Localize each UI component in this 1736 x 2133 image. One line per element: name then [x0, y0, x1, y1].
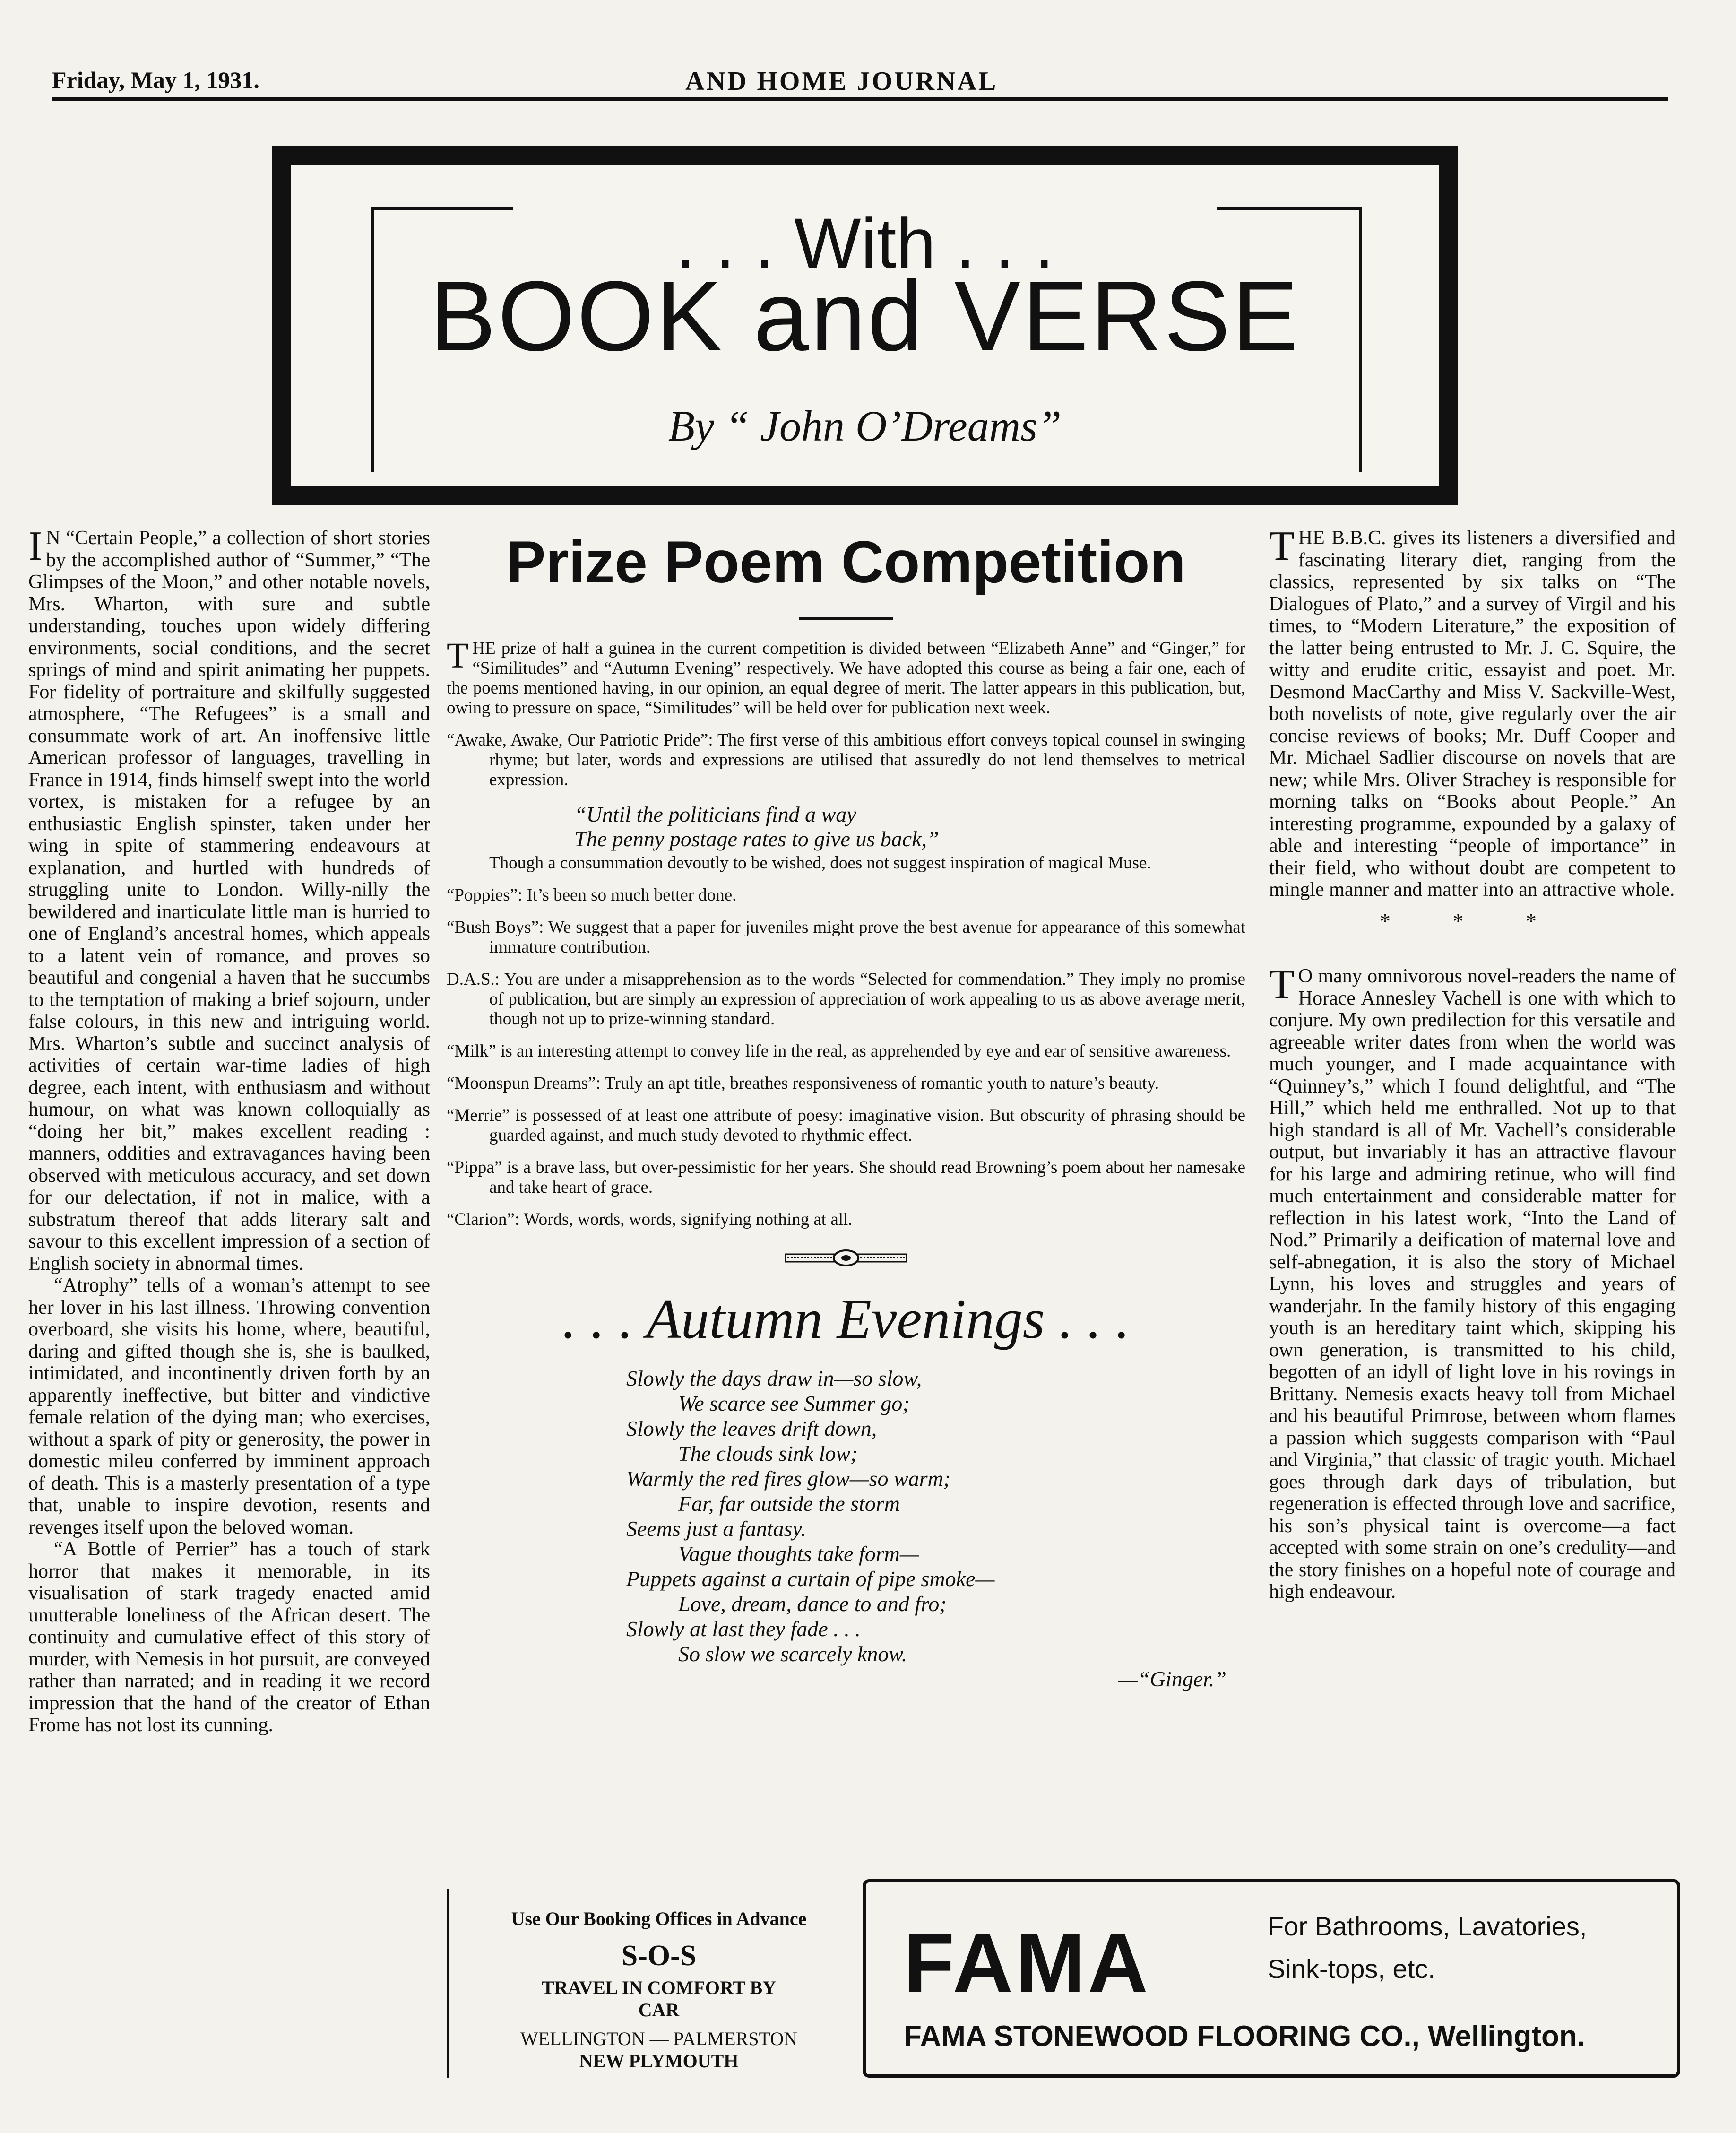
ornament-divider [785, 1249, 907, 1267]
competition-text [447, 636, 1245, 1230]
poem-author: —“Ginger.” [1118, 1667, 1226, 1691]
middle-column [447, 527, 1245, 1691]
right-paragraph-1 [1269, 523, 1676, 901]
poem-line: Slowly the leaves drift down, [626, 1416, 877, 1440]
poem-line: Puppets against a curtain of pipe smoke— [626, 1567, 995, 1591]
title-rule [799, 617, 893, 620]
header-rule [52, 97, 1668, 101]
entry-bush-boys: “Bush Boys”: We suggest that a paper for juveniles might prove the best avenue for appearance of this somewhat immature contribution. [447, 918, 1245, 957]
sos-car: CAR [638, 1999, 680, 2020]
quote-line: The penny postage rates to give us back,” [574, 827, 939, 851]
poem-line: Warmly the red fires glow—so warm; [626, 1466, 951, 1491]
entry-poppies: “Poppies”: It’s been so much better done. [447, 885, 737, 905]
sos-advertisement [447, 1889, 869, 2078]
right-paragraph-2 [1269, 962, 1676, 1603]
journal-title: AND HOME JOURNAL [685, 67, 998, 96]
title-banner [272, 146, 1458, 505]
banner-with: . . . With . . . [675, 203, 1054, 283]
entry-awake-continued: Though a consummation devoutly to be wished, does not suggest inspiration of magical Muse. [489, 853, 1151, 873]
entry-pippa: “Pippa” is a brave lass, but over-pessimistic for her years. She should read Browning’s poem about her namesake and take heart of grace. [447, 1158, 1245, 1197]
left-paragraph-3: “A Bottle of Perrier” has a touch of stark horror that makes it memorable, in its visualisation of stark tragedy enacted amid unutterable loneliness of the African desert. The continuity and cumulative effect of this story of murder, with Nemesis in hot pursuit, are conveyed rather than narrated; and in reading it we record impression that the hand of the creator of Ethan Frome has not lost its cunning. [28, 1538, 430, 1736]
sos-name: S-O-S [621, 1940, 697, 1972]
competition-intro [447, 636, 1245, 718]
right-paragraph-1-text: HE B.B.C. gives its listeners a diversified and fascinating literary diet, ranging from the classics, represented by six talks on “The Dialogues of Plato,” and a survey of Virgil and his times, to “Modern Literature,” the exposition of the latter being entrusted to Mr. J. C. Squire, the witty and erudite critic, essayist and poet. Mr. Desmond MacCarthy and Miss V. Sackville-West, both novelists of note, give regularly over the air concise reviews of books; Mr. Duff Cooper and Mr. Michael Sadlier discourse on novels that are new; while Mrs. Oliver Strachey is responsible for morning talks on “Books about People.” An interesting programme, expounded by a galaxy of able and interesting “people of importance” in their field, who without doubt are competent to mingle manner and matter into an attractive whole. [1269, 527, 1676, 901]
poem-title: . . . Autumn Evenings . . . [562, 1287, 1130, 1350]
sos-travel: TRAVEL IN COMFORT BY [541, 1977, 777, 1998]
title-banner-panel [291, 165, 1439, 486]
dropcap: T [447, 636, 469, 676]
section-stars: * * * [1380, 909, 1565, 933]
poem-line: Seems just a fantasy. [626, 1517, 806, 1541]
sos-tagline: Use Our Booking Offices in Advance [511, 1908, 807, 1929]
entry-clarion: “Clarion”: Words, words, words, signifying nothing at all. [447, 1210, 853, 1229]
entry-moonspun: “Moonspun Dreams”: Truly an apt title, breathes responsiveness of romantic youth to nature’s beauty. [447, 1074, 1159, 1093]
sos-route-2: NEW PLYMOUTH [579, 2050, 739, 2072]
entry-milk: “Milk” is an interesting attempt to convey life in the real, as apprehended by eye and ear of sensitive awareness. [447, 1041, 1231, 1061]
entry-das: D.A.S.: You are under a misapprehension as to the words “Selected for commendation.” They imply no promise of publication, but are simply an expression of appreciation of work appealing to us as above average merit, though not up to prize-winning standard. [447, 970, 1245, 1029]
poem-line: The clouds sink low; [678, 1441, 858, 1465]
fama-tagline-2: Sink-tops, etc. [1268, 1954, 1435, 1984]
left-column [28, 523, 430, 1736]
competition-title: Prize Poem Competition [506, 529, 1186, 595]
fama-advertisement [863, 1879, 1680, 2078]
issue-date: Friday, May 1, 1931. [52, 67, 259, 93]
poem-line: So slow we scarcely know. [678, 1642, 907, 1666]
entry-merrie: “Merrie” is possessed of at least one attribute of poesy: imaginative vision. But obscurity of phrasing should be guarded against, and much study devoted to rhythmic effect. [447, 1106, 1245, 1145]
poem-line: Far, far outside the storm [678, 1491, 900, 1516]
competition-intro-text: HE prize of half a guinea in the current competition is divided between “Elizabeth Anne” and “Ginger,” for “Similitudes” and “Autumn Evening” respectively. We have adopted this course as being a fair one, each of the poems mentioned having, in our opinion, an equal degree of merit. The latter appears in this publication, but, owing to pressure on space, “Similitudes” will be held over for publication next week. [447, 639, 1245, 718]
poem-line: We scarce see Summer go; [678, 1391, 910, 1415]
banner-byline: By “ John O’Dreams” [668, 402, 1062, 450]
left-paragraph-2: “Atrophy” tells of a woman’s attempt to see her lover in his last illness. Throwing convention overboard, she visits his home, where, beautiful, daring and gifted though she is, she is baulked, intimidated, and incontinently driven forth by an apparently ineffective, but bitter and vindictive female relation of the dying man; who exercises, without a spark of pity or generosity, the power in domestic mileu conferred by imminent approach of death. This is a masterly presentation of a type that, unable to inspire devotion, resents and revenges itself upon the beloved woman. [28, 1275, 430, 1538]
fama-logo: FAMA [904, 1917, 1151, 2010]
banner-title: BOOK and VERSE [430, 260, 1300, 372]
fama-company: FAMA STONEWOOD FLOORING CO., Wellington. [904, 2020, 1586, 2053]
sos-route: WELLINGTON — PALMERSTON [520, 2028, 797, 2049]
right-paragraph-2-text: O many omnivorous novel-readers the name of Horace Annesley Vachell is one with which to conjure. My own predilection for this versatile and agreeable writer dates from when the world was much younger, and I made acquaintance with “Quinney’s,” which I found delightful, and “The Hill,” which held me enthralled. Not up to that high standard is all of Mr. Vachell’s considerable output, but invariably it has an attractive flavour for his large and admiring retinue, who will find much entertainment and considerable matter for reflection in his latest work, “Into the Land of Nod.” Primarily a deification of maternal love and self-abnegation, it is also the story of Michael Lynn, his loves and struggles and years of wanderjahr. In the family history of this engaging youth is an hereditary taint which, skipping his own generation, is transmitted to his child, begotten of an idyll of light love in his rovings in Brittany. Nemesis exacts heavy toll from Michael and his beautiful Primrose, between whom flames a passion which suggests comparison with “Paul and Virginia,” that classic of tragic youth. Michael goes through dark days of tribulation, but regeneration is effected through love and sacrifice, his son’s physical taint is overcome—a fact accepted with some strain on one’s credulity—and the story finishes on a hopeful note of courage and high endeavour. [1269, 965, 1676, 1603]
fama-tagline-1: For Bathrooms, Lavatories, [1268, 1911, 1587, 1941]
dropcap: I [28, 523, 43, 569]
page-header [52, 52, 1668, 104]
poem-line: Vague thoughts take form— [678, 1542, 919, 1566]
poem-body [447, 1366, 1245, 1666]
entry-awake: “Awake, Awake, Our Patriotic Pride”: The first verse of this ambitious effort conveys topical counsel in swinging rhyme; but later, words and expressions are utilised that assuredly do not lend themselves to metrical expression. [447, 730, 1245, 789]
poem-line: Slowly the days draw in—so slow, [626, 1366, 922, 1390]
entry-awake-quote [447, 802, 1245, 851]
poem-line: Love, dream, dance to and fro; [678, 1592, 947, 1616]
right-column [1269, 523, 1676, 1603]
left-paragraph-1 [28, 523, 430, 1275]
left-paragraph-1-text: N “Certain People,” a collection of short stories by the accomplished author of “Summer,” “The Glimpses of the Moon,” and other notable novels, Mrs. Wharton, with sure and subtle understanding, touches upon widely differing environments, social conditions, and the secret springs of mind and spirit animating her puppets. For fidelity of portraiture and skilfully suggested atmosphere, “The Refugees” is a small and consummate work of art. An inoffensive little American professor of languages, travelling in France in 1914, finds himself swept into the world vortex, is mistaken for a refugee by an enthusiastic English spinster, taken under her wing in spite of stammering endeavours at explanation, and hurtled with hundreds of struggling unite to London. Willy-nilly the bewildered and inarticulate little man is hurried to one of England’s ancestral homes, which appeals to a latent vein of romance, and proves so beautiful and congenial a haven that he succumbs to the temptation of making a brief sojourn, under false colours, in this new and intriguing world. Mrs. Wharton’s subtle and succinct analysis of activities of certain war-time ladies of high degree, each intent, with enthusiasm and without humour, on what was known colloquially as “doing her bit,” makes excellent reading : manners, oddities and extravagances having been observed with meticulous accuracy, and set down for our delectation, if not in malice, with a substratum thereof that adds literary salt and savour to this excellent impression of a section of English society in abnormal times. [28, 527, 430, 1275]
poem-line: Slowly at last they fade . . . [626, 1617, 861, 1641]
quote-line: “Until the politicians find a way [574, 802, 856, 826]
dropcap: T [1269, 962, 1295, 1007]
dropcap: T [1269, 523, 1295, 569]
